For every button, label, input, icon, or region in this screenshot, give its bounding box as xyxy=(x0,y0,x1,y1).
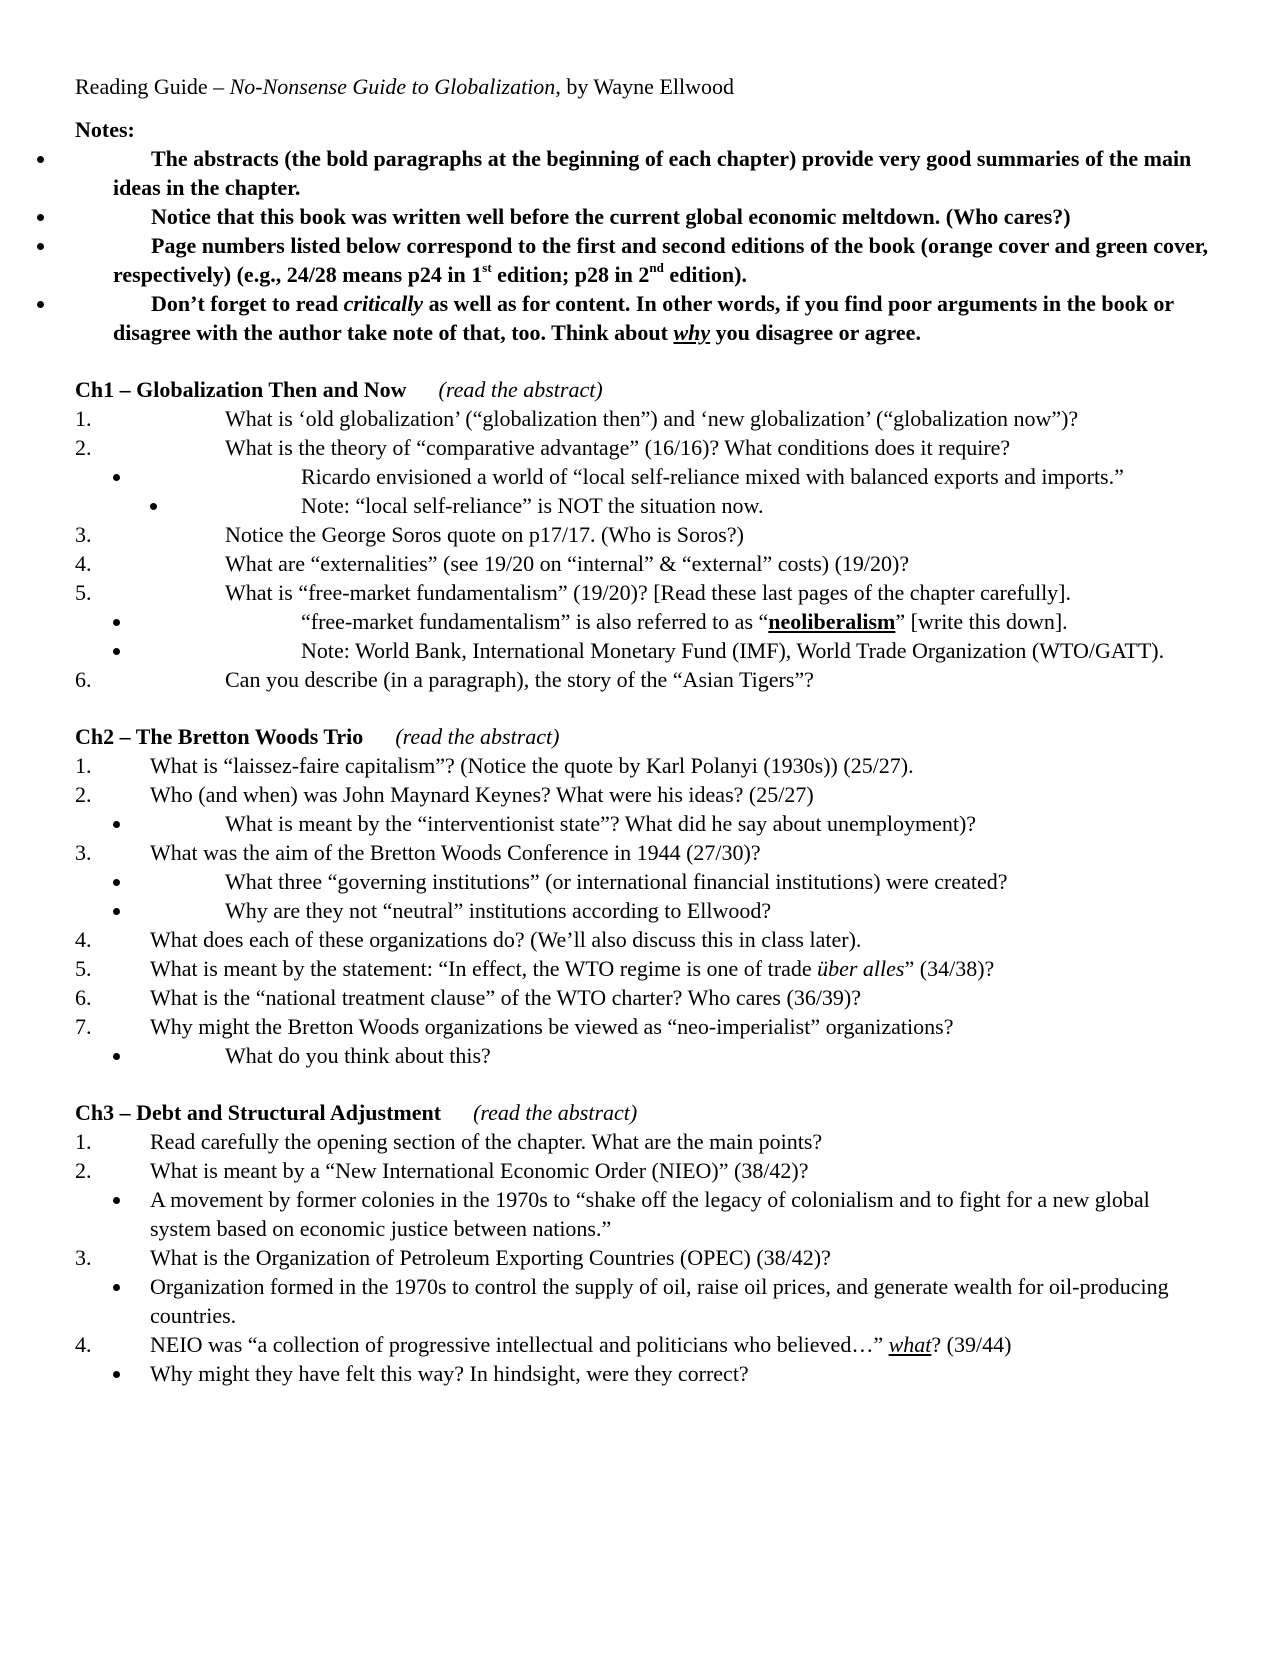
ch3-q2-bullet-1: A movement by former colonies in the 1970s to “shake off the legacy of colonialism and to fight for a new global system based on economic justice between nations.” xyxy=(75,1185,1215,1243)
ch1-question-5: 5. What is “free-market fundamentalism” (19/20)? [Read these last pages of the chapter carefully]. xyxy=(75,580,1072,605)
ch3-q4-bullet-1: Why might they have felt this way? In hindsight, were they correct? xyxy=(75,1359,1215,1388)
ch2-q3-bullet-1: What three “governing institutions” (or international financial institutions) were created? xyxy=(75,867,1215,896)
title-author: , by Wayne Ellwood xyxy=(555,74,734,99)
ch1-q2-bullet-2: Note: “local self-reliance” is NOT the situation now. xyxy=(75,491,1215,520)
bullet-icon xyxy=(113,896,120,925)
bullet-icon xyxy=(113,809,120,838)
notes-item-4: Don’t forget to read critically as well as for content. In other words, if you find poor arguments in the book or disagree with the author take note of that, too. Think about why you disagree or agree. xyxy=(75,289,1215,347)
ch2-question-2: 2. Who (and when) was John Maynard Keynes? What were his ideas? (25/27) xyxy=(75,782,814,807)
ch1-q2-bullet-1: Ricardo envisioned a world of “local self-reliance mixed with balanced exports and imports.” xyxy=(75,462,1215,491)
bullet-icon xyxy=(113,462,120,491)
ch1-question-4: 4. What are “externalities” (see 19/20 on “internal” & “external” costs) (19/20)? xyxy=(75,551,910,576)
book-title: No-Nonsense Guide to Globalization xyxy=(229,74,556,99)
ch3-q3-bullet-1: Organization formed in the 1970s to control the supply of oil, raise oil prices, and generate wealth for oil-producing countries. xyxy=(75,1272,1215,1330)
ch3-question-4: 4. NEIO was “a collection of progressive intellectual and politicians who believed…” what? (39/44) xyxy=(75,1332,1012,1357)
ch1-question-6: 6. Can you describe (in a paragraph), the story of the “Asian Tigers”? xyxy=(75,667,814,692)
ch2-q7-bullet-1: What do you think about this? xyxy=(75,1041,1215,1070)
ch1-question-1: 1. What is ‘old globalization’ (“globalization then”) and ‘new globalization’ (“globalization now”)? xyxy=(75,406,1079,431)
ch2-question-5: 5. What is meant by the statement: “In effect, the WTO regime is one of trade über alles” (34/38)? xyxy=(75,956,995,981)
bullet-icon xyxy=(37,144,44,173)
document-title xyxy=(75,72,1215,101)
ch1-question-3: 3. Notice the George Soros quote on p17/17. (Who is Soros?) xyxy=(75,522,744,547)
bullet-icon xyxy=(113,607,120,636)
ch3-question-2: 2. What is meant by a “New International Economic Order (NIEO)” (38/42)? xyxy=(75,1158,809,1183)
bullet-icon xyxy=(37,231,44,260)
ch2-q2-bullet-1: What is meant by the “interventionist state”? What did he say about unemployment)? xyxy=(75,809,1215,838)
ch2-question-3: 3. What was the aim of the Bretton Woods Conference in 1944 (27/30)? xyxy=(75,840,761,865)
document-page xyxy=(75,72,1215,1388)
bullet-icon xyxy=(37,202,44,231)
notes-item-1: The abstracts (the bold paragraphs at the beginning of each chapter) provide very good summaries of the main ideas in the chapter. xyxy=(75,144,1215,202)
bullet-icon xyxy=(113,1041,120,1070)
ch1-q5-bullet-1: “free-market fundamentalism” is also referred to as “neoliberalism” [write this down]. xyxy=(75,607,1215,636)
notes-heading: Notes: xyxy=(75,117,135,142)
bullet-icon xyxy=(113,1185,120,1214)
ch2-question-4: 4. What does each of these organizations do? (We’ll also discuss this in class later). xyxy=(75,927,862,952)
bullet-icon xyxy=(150,491,157,520)
ch2-q3-bullet-2: Why are they not “neutral” institutions according to Ellwood? xyxy=(75,896,1215,925)
notes-item-2: Notice that this book was written well before the current global economic meltdown. (Who cares?) xyxy=(75,202,1215,231)
ch2-question-6: 6. What is the “national treatment clause” of the WTO charter? Who cares (36/39)? xyxy=(75,985,862,1010)
chapter-1-heading: Ch1 – Globalization Then and Now (read the abstract) xyxy=(75,377,603,402)
notes-item-3: Page numbers listed below correspond to the first and second editions of the book (orange cover and green cover, respectively) (e.g., 24/28 means p24 in 1st edition; p28 in 2nd edition). xyxy=(75,231,1215,289)
ch1-q5-bullet-2: Note: World Bank, International Monetary Fund (IMF), World Trade Organization (WTO/GATT). xyxy=(75,636,1215,665)
bullet-icon xyxy=(37,289,44,318)
title-prefix: Reading Guide – xyxy=(75,74,230,99)
bullet-icon xyxy=(113,1359,120,1388)
ch3-question-3: 3. What is the Organization of Petroleum Exporting Countries (OPEC) (38/42)? xyxy=(75,1245,831,1270)
ch1-question-2: 2. What is the theory of “comparative advantage” (16/16)? What conditions does it require? xyxy=(75,435,1011,460)
bullet-icon xyxy=(113,636,120,665)
chapter-3-heading: Ch3 – Debt and Structural Adjustment (read the abstract) xyxy=(75,1100,638,1125)
ch2-question-1: 1. What is “laissez-faire capitalism”? (Notice the quote by Karl Polanyi (1930s)) (25/27). xyxy=(75,753,914,778)
chapter-2-heading: Ch2 – The Bretton Woods Trio (read the abstract) xyxy=(75,724,560,749)
bullet-icon xyxy=(113,1272,120,1301)
ch3-question-1: 1. Read carefully the opening section of the chapter. What are the main points? xyxy=(75,1129,823,1154)
ch2-question-7: 7. Why might the Bretton Woods organizations be viewed as “neo-imperialist” organizations? xyxy=(75,1014,954,1039)
bullet-icon xyxy=(113,867,120,896)
